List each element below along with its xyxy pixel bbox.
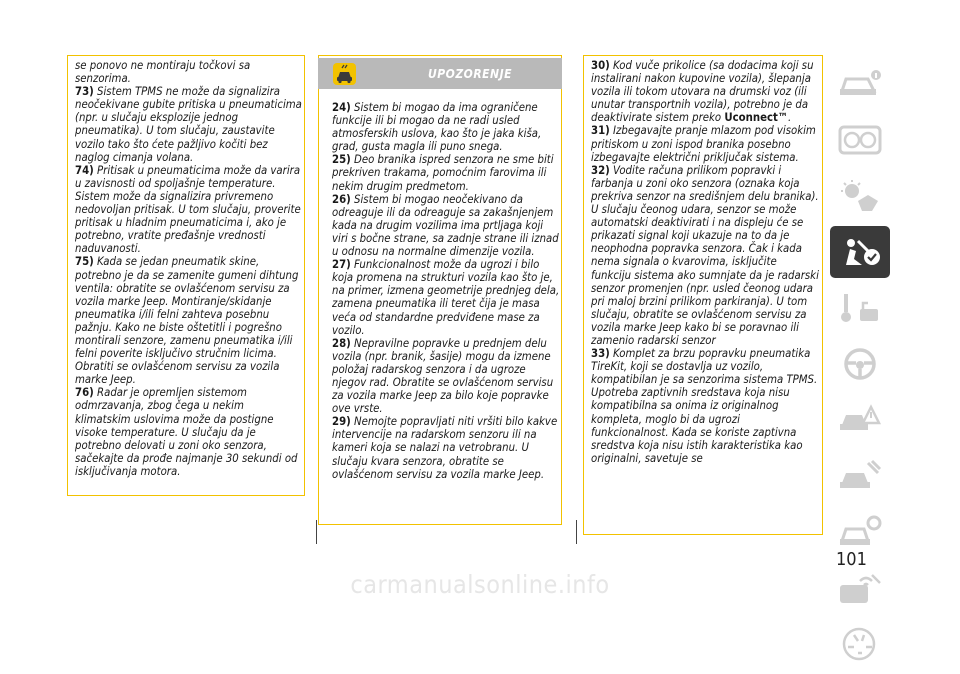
column-2 [332, 101, 562, 481]
note-number: 76) [75, 386, 94, 400]
page-number: 101 [836, 549, 867, 570]
lights-icon [838, 179, 882, 213]
note-number: 29) [332, 415, 351, 429]
tab-maintenance[interactable] [830, 450, 890, 502]
uconnect-label: Uconnect™ [724, 111, 789, 125]
note-item [75, 59, 302, 85]
note-text: Pritisak u pneumaticima može da varira u zavisnosti od spoljašnje temperature. Sistem može da signalizira privremeno nedovoljan pritisak. U tom slučaju, proverite pritisak u hladnim pneumaticima i, ako je potrebno, vratite pređašnje vrednosti naduvanosti. [75, 163, 301, 256]
tab-lights[interactable] [830, 170, 890, 222]
note-number: 25) [332, 153, 351, 167]
dashboard-icon [838, 123, 882, 157]
note-item [591, 59, 819, 124]
watermark: carmanualsonline.info [350, 570, 610, 599]
warning-header [318, 58, 562, 89]
column-divider [576, 520, 577, 544]
note-item [75, 255, 302, 386]
note-item [332, 153, 562, 192]
note-number: 33) [591, 347, 610, 361]
note-item [75, 85, 302, 164]
note-number: 32) [591, 163, 610, 177]
note-text: Vodite računa prilikom popravki i farbanja u zoni oko senzora (oznaka koja prekriva senzor na središnjem delu branika). U slučaju čeonog udara, senzor se može automatski deaktivirati i na displeju će se prikazati signal koji ukazuje na to da je neophodna popravka senzora. Čak i kada nema signala o kvarovima, isključite funkciju sistema ako sumnjate da je radarski senzor promenjen (npr. usled čeonog udara pri maloj brzini prilikom parkiranja). U tom slučaju, obratite se ovlašćenom servisu za vozila marke Jeep kako bi se poravnao ili zamenio radarski senzor [591, 163, 819, 347]
note-text: Nemojte popravljati niti vršiti bilo kakve intervencije na radarskom senzoru ili na kameri koja se nalazi na vetrobranu. U slučaju kvara senzora, obratite se ovlašćenom servisu za vozila marke Jeep. [332, 415, 558, 481]
car-info-icon [838, 67, 882, 101]
column-1 [75, 59, 302, 478]
tab-emergency[interactable] [830, 394, 890, 446]
index-icon [838, 627, 882, 661]
note-number: 31) [591, 124, 610, 138]
note-number: 73) [75, 85, 94, 99]
note-number: 26) [332, 192, 351, 206]
note-text: Sistem TPMS ne može da signalizira neočekivane gubite pritiska u pneumaticima (npr. u slučaju eksplozije jednog pneumatika). U tom slučaju, zaustavite vozilo tako što ćete pažljivo kočiti bez naglog cimanja volana. [75, 85, 302, 164]
tab-starting[interactable] [830, 282, 890, 334]
note-text: Nepravilne popravke u prednjem delu vozila (npr. branik, šasije) mogu da izmene položaj radarskog senzora i da ugroze njegov rad. Obratite se ovlašćenom servisu za vozila marke Jeep za bilo koje popravke ove vrste. [332, 336, 554, 416]
tab-safety[interactable] [830, 226, 890, 278]
note-text: Kod vuče prikolice (sa dodacima koji su instalirani nakon kupovine vozila), šlepanja vozila ili tokom utovara na drumski voz (ili unutar transportnih vozila), potrebno je da deaktivirate sistem preko [591, 59, 814, 125]
note-text: Radar je opremljen sistemom odmrzavanja, zbog čega u nekim klimatskim uslovima može da postigne visoke temperature. U slučaju da je potrebno delovati u zoni oko senzora, sačekajte da prođe najmanje 30 sekundi od isključivanja motora. [75, 386, 298, 478]
safety-icon [838, 235, 882, 269]
note-item [591, 347, 819, 465]
note-number: 28) [332, 336, 351, 350]
note-item [75, 164, 302, 256]
note-item [332, 258, 562, 337]
column-3 [591, 59, 819, 465]
column-divider [316, 520, 317, 544]
tab-car-info[interactable] [830, 58, 890, 110]
note-text: Izbegavajte pranje mlazom pod visokim pritiskom u zoni ispod branika posebno izbegavajte električni priključak sistema. [591, 124, 816, 164]
note-item [591, 164, 819, 347]
tab-index[interactable] [830, 618, 890, 670]
note-text: Sistem bi mogao da ima ograničene funkcije ili bi mogao da ne radi usled atmosferskih uslova, kao što je jaka kiša, grad, gusta magla ili puno snega. [332, 101, 542, 154]
note-text: Sistem bi mogao neočekivano da odreaguje ili da odreaguje sa zakašnjenjem kada na drugim vozilima ima prtljaga koji viri s bočne strane, sa zadnje strane ili iznad u odnosu na normalne dimenzije vozila. [332, 192, 559, 259]
note-item [75, 386, 302, 478]
note-item [332, 101, 562, 153]
note-number: 75) [75, 255, 94, 269]
tab-steering[interactable] [830, 338, 890, 390]
note-number: 30) [591, 59, 610, 72]
technical-data-icon [838, 515, 882, 549]
note-item [332, 337, 562, 416]
note-number: 74) [75, 163, 94, 177]
steering-wheel-icon [838, 347, 882, 381]
tab-dashboard[interactable] [830, 114, 890, 166]
note-text: se ponovo ne montiraju točkovi sa senzorima. [75, 59, 251, 86]
note-tail: . [788, 111, 792, 125]
note-text: Funkcionalnost može da ugrozi i bilo koja promena na strukturi vozila kao što je, na primer, izmena geometrije prednjeg dela, zamena pneumatika ili teret čija je masa veća od standardne predviđene mase za vozilo. [332, 258, 560, 337]
note-number: 24) [332, 101, 351, 114]
warning-title: UPOZORENJE [428, 67, 512, 81]
note-text: Komplet za brzu popravku pneumatika TireKit, koji se dostavlja uz vozilo, kompatibilan je sa senzorima sistema TPMS. Upotreba zaptivnih sredstava koja nisu kompatibilna sa onima iz originalnog kompleta, moglo bi da ugrozi funkcionalnost. Kada se koriste zaptivna sredstva koja nisu istih karakteristika kao originalni, savetuje se [591, 347, 818, 465]
emergency-icon [838, 403, 882, 437]
note-item [332, 415, 562, 480]
note-item [332, 193, 562, 258]
starting-icon [838, 291, 882, 325]
note-item [591, 124, 819, 163]
maintenance-icon [838, 459, 882, 493]
note-text: Kada se jedan pneumatik skine, potrebno je da se zamenite gumeni dihtung ventila: obratite se ovlašćenom servisu za vozila marke Jeep. Montiranje/skidanje pneumatika i/ili felni zahteva posebnu pažnju. Kako ne biste oštetitli i pogrešno montirali senzore, zamenu pneumatika i/ili felni poverite isključivo stručnim licima. Obratiti se ovlašćenom servisu za vozila marke Jeep. [75, 255, 299, 387]
note-number: 27) [332, 258, 351, 272]
note-text: Deo branika ispred senzora ne sme biti prekriven trakama, pomoćnim farovima ili nekim drugim predmetom. [332, 153, 554, 193]
